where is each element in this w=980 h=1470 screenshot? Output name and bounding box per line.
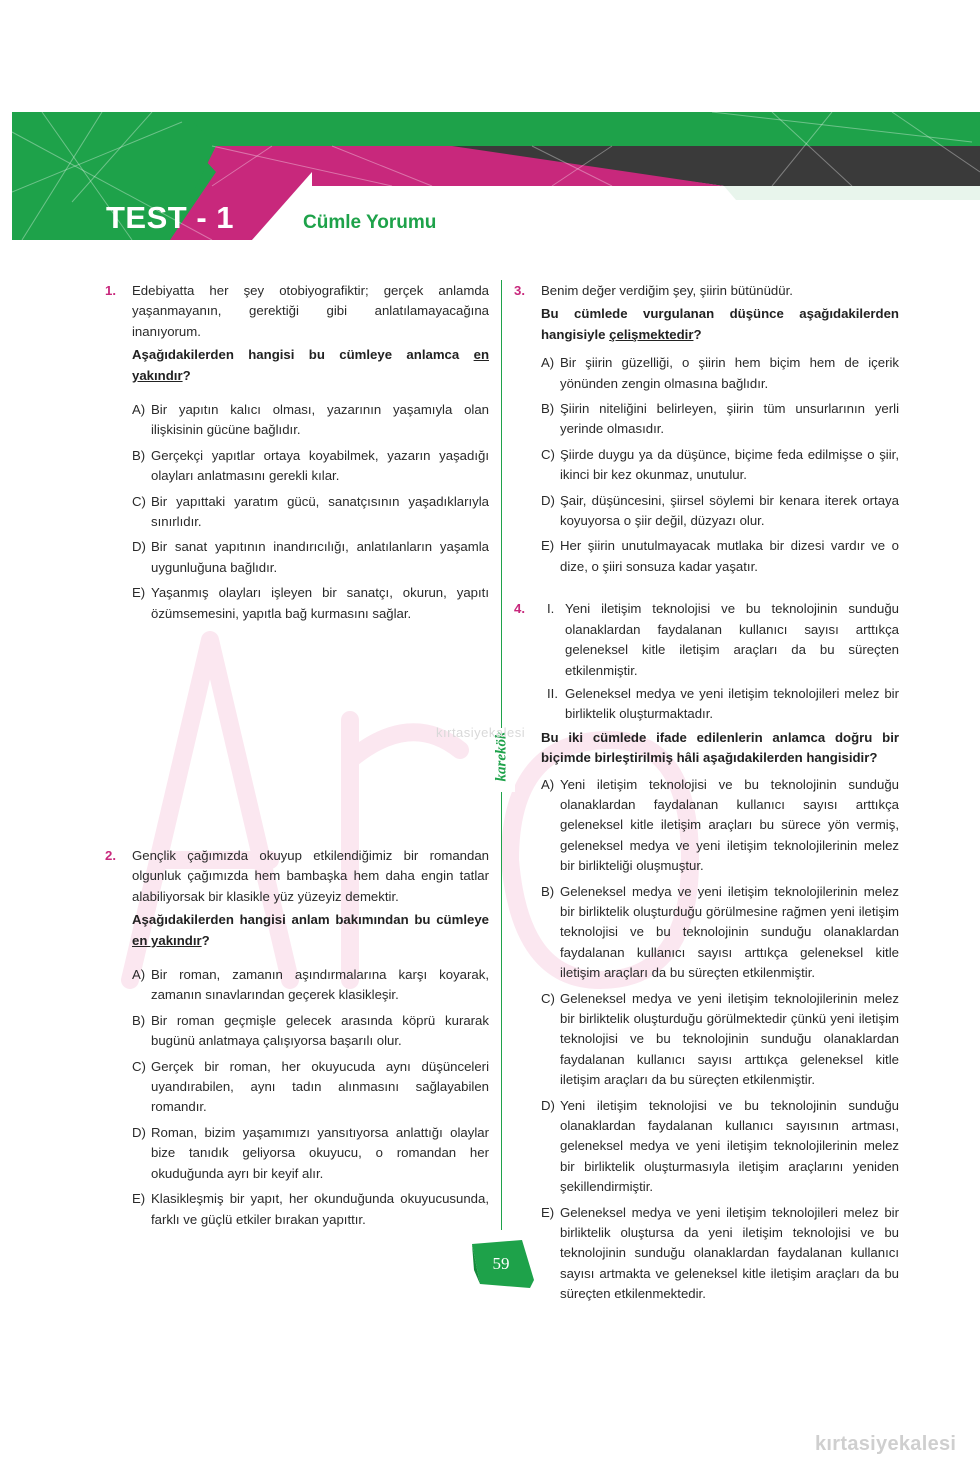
option-c[interactable]: C) Geleneksel medya ve yeni iletişim teknolojilerinin melez bir birliktelik oluşturduğu görülmektedir çünkü yeni iletişim teknolojisi ve bu teknolojinin sunduğu olanaklardan faydalanan kullanıcı sayısı arttıkça geleneksel kitle iletişim araçları da bu süreçten etkilenmiştir. (541, 990, 899, 1088)
question-text: Benim değer verdiğim şey, şiirin bütünüdür. (541, 283, 793, 298)
right-column (514, 281, 899, 1310)
question-text: Gençlik çağımızda okuyup etkilendiğimiz bir romandan olgunluk çağımızda hem bambaşka hem daha engin tatlar alabiliyorsak bir klasikle yüz yüzeyiz demektir. (132, 848, 489, 904)
question-4 (514, 599, 899, 1304)
question-number: 3. (514, 283, 525, 298)
option-e[interactable]: E) Yaşanmış olayları işleyen bir sanatçı, okurun, yapıtı özümsemesini, yapıtla bağ kurmasını sağlar. (132, 585, 489, 621)
question-1 (105, 281, 489, 624)
option-a[interactable]: A) Bir roman, zamanın aşındırmalarına karşı koyarak, zamanın sınavlarından geçerek klasikleşir. (132, 967, 489, 1003)
question-stem: Aşağıdakilerden hangisi anlam bakımından bu cümleye en yakındır? (132, 912, 489, 948)
center-watermark: kırtasiyekalesi (436, 725, 526, 740)
test-title: TEST - 1 (106, 200, 235, 235)
page-number: 59 (492, 1254, 510, 1273)
question-stem: Aşağıdakilerden hangisi bu cümleye anlamca en yakındır? (132, 347, 489, 383)
topic-title: Cümle Yorumu (303, 212, 437, 233)
options-list (132, 400, 489, 624)
option-a[interactable]: A) Bir yapıtın kalıcı olması, yazarının yaşamıyla olan ilişkisinin gücüne bağlıdır. (132, 402, 489, 438)
option-d[interactable]: D) Roman, bizim yaşamımızı yansıtıyorsa anlattığı olaylar bize tanıdık geliyorsa okuyucu, o romandan her okuduğunda ayrı bir keyif alır. (132, 1124, 489, 1181)
option-b[interactable]: B) Geleneksel medya ve yeni iletişim teknolojilerinin melez bir birliktelik oluşturduğu görülmesine rağmen yeni iletişim teknolojisi ve bu teknolojinin sunduğu olanaklardan faydalanan kullanıcı sayısı arttıkça geleneksel kitle iletişim araçları da bu süreçten etkilenmiştir. (541, 883, 899, 981)
option-e[interactable]: E) Her şiirin unutulmayacak mutlaka bir dizesi vardır ve o dize, o şiiri sonsuza kadar yaşatır. (541, 538, 899, 574)
karekok-text: karekök (493, 731, 510, 782)
statement-ii: II. Geleneksel medya ve yeni iletişim teknolojileri melez bir birliktelik oluşturmaktadır. (547, 685, 899, 722)
question-text: Edebiyatta her şey otobiyografiktir; gerçek anlamda yaşanmayanın, gerektiği gibi anlatılamayacağına inanıyorum. (132, 283, 489, 339)
option-a[interactable]: A) Bir şiirin güzelliği, o şiirin hem biçim hem de içerik yönünden zengin olmasına bağlıdır. (541, 355, 899, 391)
question-stem: Bu iki cümlede ifade edilenlerin anlamca doğru bir biçimde birleştirilmiş hâli aşağıdakilerden hangisidir? (541, 729, 899, 766)
options-list (132, 965, 489, 1230)
option-a[interactable]: A) Yeni iletişim teknolojisi ve bu teknolojinin sunduğu olanaklardan faydalanan kullanıcı sayısı arttıkça geleneksel kitle iletişim araçları bu sürece yön vermiş, geleneksel medya ve yeni iletişim teknolojilerinin melez bir birlikteliği oluşmuştur. (541, 776, 899, 874)
question-2 (105, 846, 489, 1235)
option-b[interactable]: B) Bir roman geçmişle gelecek arasında köprü kurarak bugünü anlatmaya çalışıyorsa başarılı olur. (132, 1012, 489, 1049)
option-d[interactable]: D) Yeni iletişim teknolojisi ve bu teknolojinin sunduğu olanaklardan faydalanan kullanıcı sayısının artması, geleneksel medya ve yeni iletişim teknolojilerinin melez bir birliktelik oluşturmasıyla iletişim araçlarını yeniden şekillendirmiştir. (541, 1097, 899, 1195)
option-b[interactable]: B) Gerçekçi yapıtlar ortaya koyabilmek, yazarın yaşadığı olayları anlatmasını gerekli kılar. (132, 447, 489, 484)
option-d[interactable]: D) Şair, düşüncesini, şiirsel söylemi bir kenara iterek ortaya koyuyorsa o şiir değil, düzyazı olur. (541, 492, 899, 529)
question-number: 2. (105, 848, 116, 863)
option-c[interactable]: C) Şiirde duygu ya da düşünce, biçime feda edilmişse o şiir, ikinci bir kez okunmaz, unutulur. (541, 446, 899, 483)
option-b[interactable]: B) Şiirin niteliğini belirleyen, şiirin tüm unsurlarının yerli yerinde olmasıdır. (541, 401, 899, 437)
option-c[interactable]: C) Bir yapıttaki yaratım gücü, sanatçısının yaşadıklarıyla sınırlıdır. (132, 493, 489, 530)
option-e[interactable]: E) Klasikleşmiş bir yapıt, her okunduğunda okuyucusunda, farklı ve güçlü etkiler bırakan yapıttır. (132, 1191, 489, 1227)
question-number: 4. (514, 601, 525, 617)
question-stem: Bu cümlede vurgulanan düşünce aşağıdakilerden hangisiyle çelişmektedir? (541, 306, 899, 342)
corner-watermark: kırtasiyekalesi (815, 1433, 957, 1455)
option-d[interactable]: D) Bir sanat yapıtının inandırıcılığı, anlatılanların yaşamla uygunluğuna bağlıdır. (132, 539, 489, 575)
options-list (541, 353, 899, 577)
option-c[interactable]: C) Gerçek bir roman, her okuyucuda aynı düşünceleri uyandırabilen, aynı tadın alınmasını sağlayabilen romandır. (132, 1058, 489, 1115)
question-number: 1. (105, 283, 116, 298)
question-3 (514, 281, 899, 577)
statements-list (541, 599, 899, 724)
option-e[interactable]: E) Geleneksel medya ve yeni iletişim teknolojileri melez bir birliktelik oluştursa da yeni iletişim teknolojisi ve bu teknolojinin sunduğu olanaklardan faydalanan kullanıcı sayısı artmakta ve geleneksel kitle iletişim araçları da bu süreçten etkilenmektedir. (541, 1204, 899, 1302)
options-list (541, 775, 899, 1305)
statement-i: I. Yeni iletişim teknolojisi ve bu teknolojinin sunduğu olanaklardan faydalanan kullanıcı sayısı arttıkça geleneksel kitle iletişim araçları da bu süreçten etkilenmiştir. (547, 601, 899, 678)
